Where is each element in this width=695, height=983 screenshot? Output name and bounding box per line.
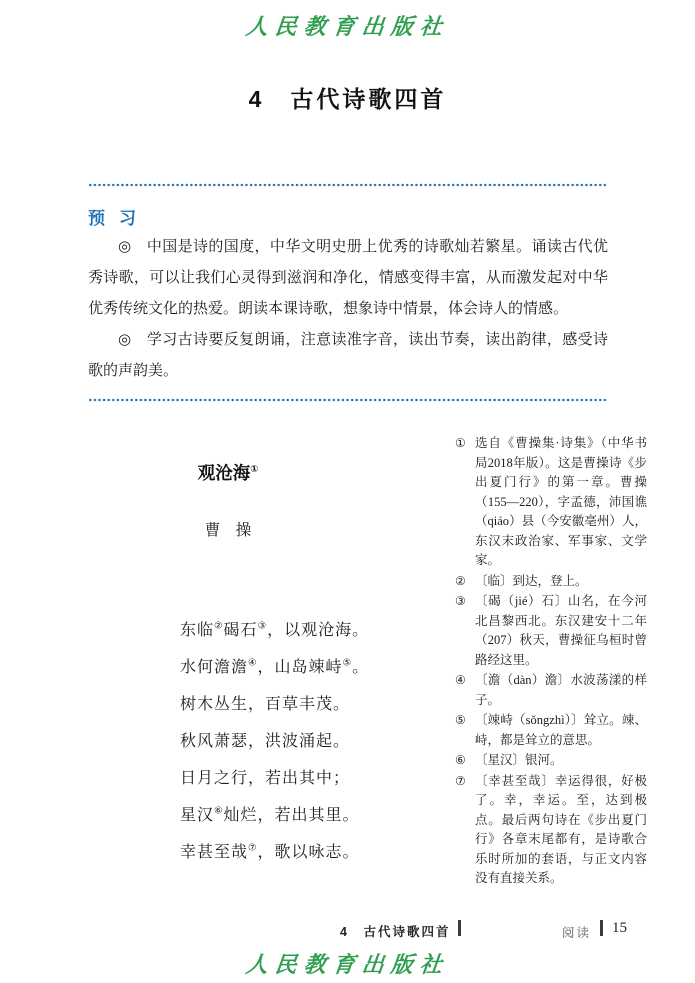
- notes-list: [455, 434, 647, 890]
- footnote-marker: ②: [455, 573, 466, 588]
- dotted-divider-bottom: [88, 398, 608, 402]
- poem-line-text: 灿烂，若出其里。: [223, 807, 360, 824]
- footnote-ref: ②: [214, 621, 224, 632]
- footer-divider: [600, 920, 603, 936]
- footnote: [455, 671, 647, 710]
- poem-line: [180, 723, 369, 760]
- footnote-text: 选自《曹操集·诗集》（中华书局2018年版）。这是曹操诗《步出夏门行》的第一章。曹操（155—220），字孟德，沛国谯（qiáo）县（今安徽亳州）人，东汉末政治家、军事家、文学家。: [475, 436, 647, 567]
- poem-line-text: 碣石: [223, 622, 258, 639]
- footnote-ref: ⑥: [214, 806, 224, 817]
- footnote-ref: ⑤: [342, 658, 353, 669]
- footnote-ref: ③: [257, 621, 268, 632]
- footer-section-label: 阅读: [562, 926, 592, 940]
- footnote-marker: ④: [455, 673, 466, 687]
- footnote-text: 〔星汉〕银河。: [475, 753, 563, 767]
- poem-line-text: 星汉: [180, 807, 215, 824]
- dotted-divider-top: [88, 183, 608, 187]
- footnote: [455, 772, 647, 889]
- poem-line: [180, 686, 369, 723]
- page-title: 4 古代诗歌四首: [248, 86, 447, 113]
- footnote: [455, 572, 647, 592]
- poem-line-text: ，山岛竦峙: [257, 659, 343, 676]
- footnote: [455, 592, 647, 670]
- preview-paragraph: ◎ 学习古诗要反复朗诵，注意读准字音，读出节奏，读出韵律，感受诗歌的声韵美。: [88, 332, 608, 379]
- footnote-text: 〔澹（dàn）澹〕水波荡漾的样子。: [475, 673, 647, 707]
- preview-heading: 预习: [88, 209, 150, 228]
- page-number: 15: [612, 920, 627, 936]
- poem-line-text: ，以观沧海。: [267, 622, 370, 639]
- footnote-marker: ①: [455, 436, 466, 450]
- footnote-marker: ⑤: [455, 713, 466, 727]
- footnote: [455, 751, 647, 771]
- footnote-ref: ④: [248, 658, 258, 669]
- poem-line: [180, 760, 369, 797]
- poem-line-text: ，歌以咏志。: [257, 844, 360, 861]
- publisher-logo-top: 人民教育出版社: [244, 14, 451, 39]
- preview-paragraph: ◎ 中国是诗的国度，中华文明史册上优秀的诗歌灿若繁星。诵读古代优秀诗歌，可以让我们心灵得到滋润和净化，情感变得丰富，从而激发起对中华优秀传统文化的热爱。朗读本课诗歌，想象诗中情景，体会诗人的情感。: [88, 239, 608, 317]
- footnote-text: 〔碣（jié）石〕山名，在今河北昌黎西北。东汉建安十二年（207）秋天，曹操征乌桓时曾路经这里。: [475, 594, 647, 667]
- footer-lesson-ref: 4 古代诗歌四首: [340, 925, 451, 939]
- footnote-ref: ⑦: [248, 843, 258, 854]
- poem-line: [180, 649, 369, 686]
- poem-title: [88, 460, 368, 485]
- publisher-logo-bottom: 人民教育出版社: [244, 952, 451, 977]
- poem-author: 曹 操: [204, 522, 252, 539]
- poem-line: [180, 797, 369, 834]
- poem-line: [180, 834, 369, 871]
- poem-line-text: 树木丛生，百草丰茂。: [180, 696, 351, 713]
- preview-paragraphs: [88, 232, 608, 387]
- footnote: [455, 711, 647, 750]
- footer-divider: [458, 920, 461, 936]
- footnote-ref: ①: [250, 464, 259, 476]
- footnote-text: 〔临〕到达，登上。: [475, 573, 588, 588]
- poem-title-text: 观沧海: [197, 463, 251, 483]
- poem-lines: [180, 612, 369, 871]
- poem-line-text: 。: [352, 659, 370, 676]
- footnote-marker: ⑦: [455, 773, 466, 788]
- footnote-marker: ③: [455, 594, 466, 608]
- footnote-text: 〔幸甚至哉〕幸运得很，好极了。幸，幸运。至，达到极点。最后两句诗在《步出夏门行》各章末尾都有，是诗歌合乐时所加的套语，与正文内容没有直接关系。: [475, 773, 647, 885]
- poem-line-text: 东临: [180, 622, 215, 639]
- poem-line-text: 秋风萧瑟，洪波涌起。: [180, 733, 351, 750]
- footnote: [455, 434, 647, 571]
- poem-line-text: 水何澹澹: [180, 659, 249, 676]
- footnote-text: 〔竦峙（sǒngzhì）〕耸立。竦、峙，都是耸立的意思。: [475, 713, 647, 747]
- footnote-marker: ⑥: [455, 753, 466, 767]
- poem-line: [180, 612, 369, 649]
- poem-line-text: 幸甚至哉: [180, 844, 249, 861]
- poem-line-text: 日月之行，若出其中；: [180, 770, 351, 787]
